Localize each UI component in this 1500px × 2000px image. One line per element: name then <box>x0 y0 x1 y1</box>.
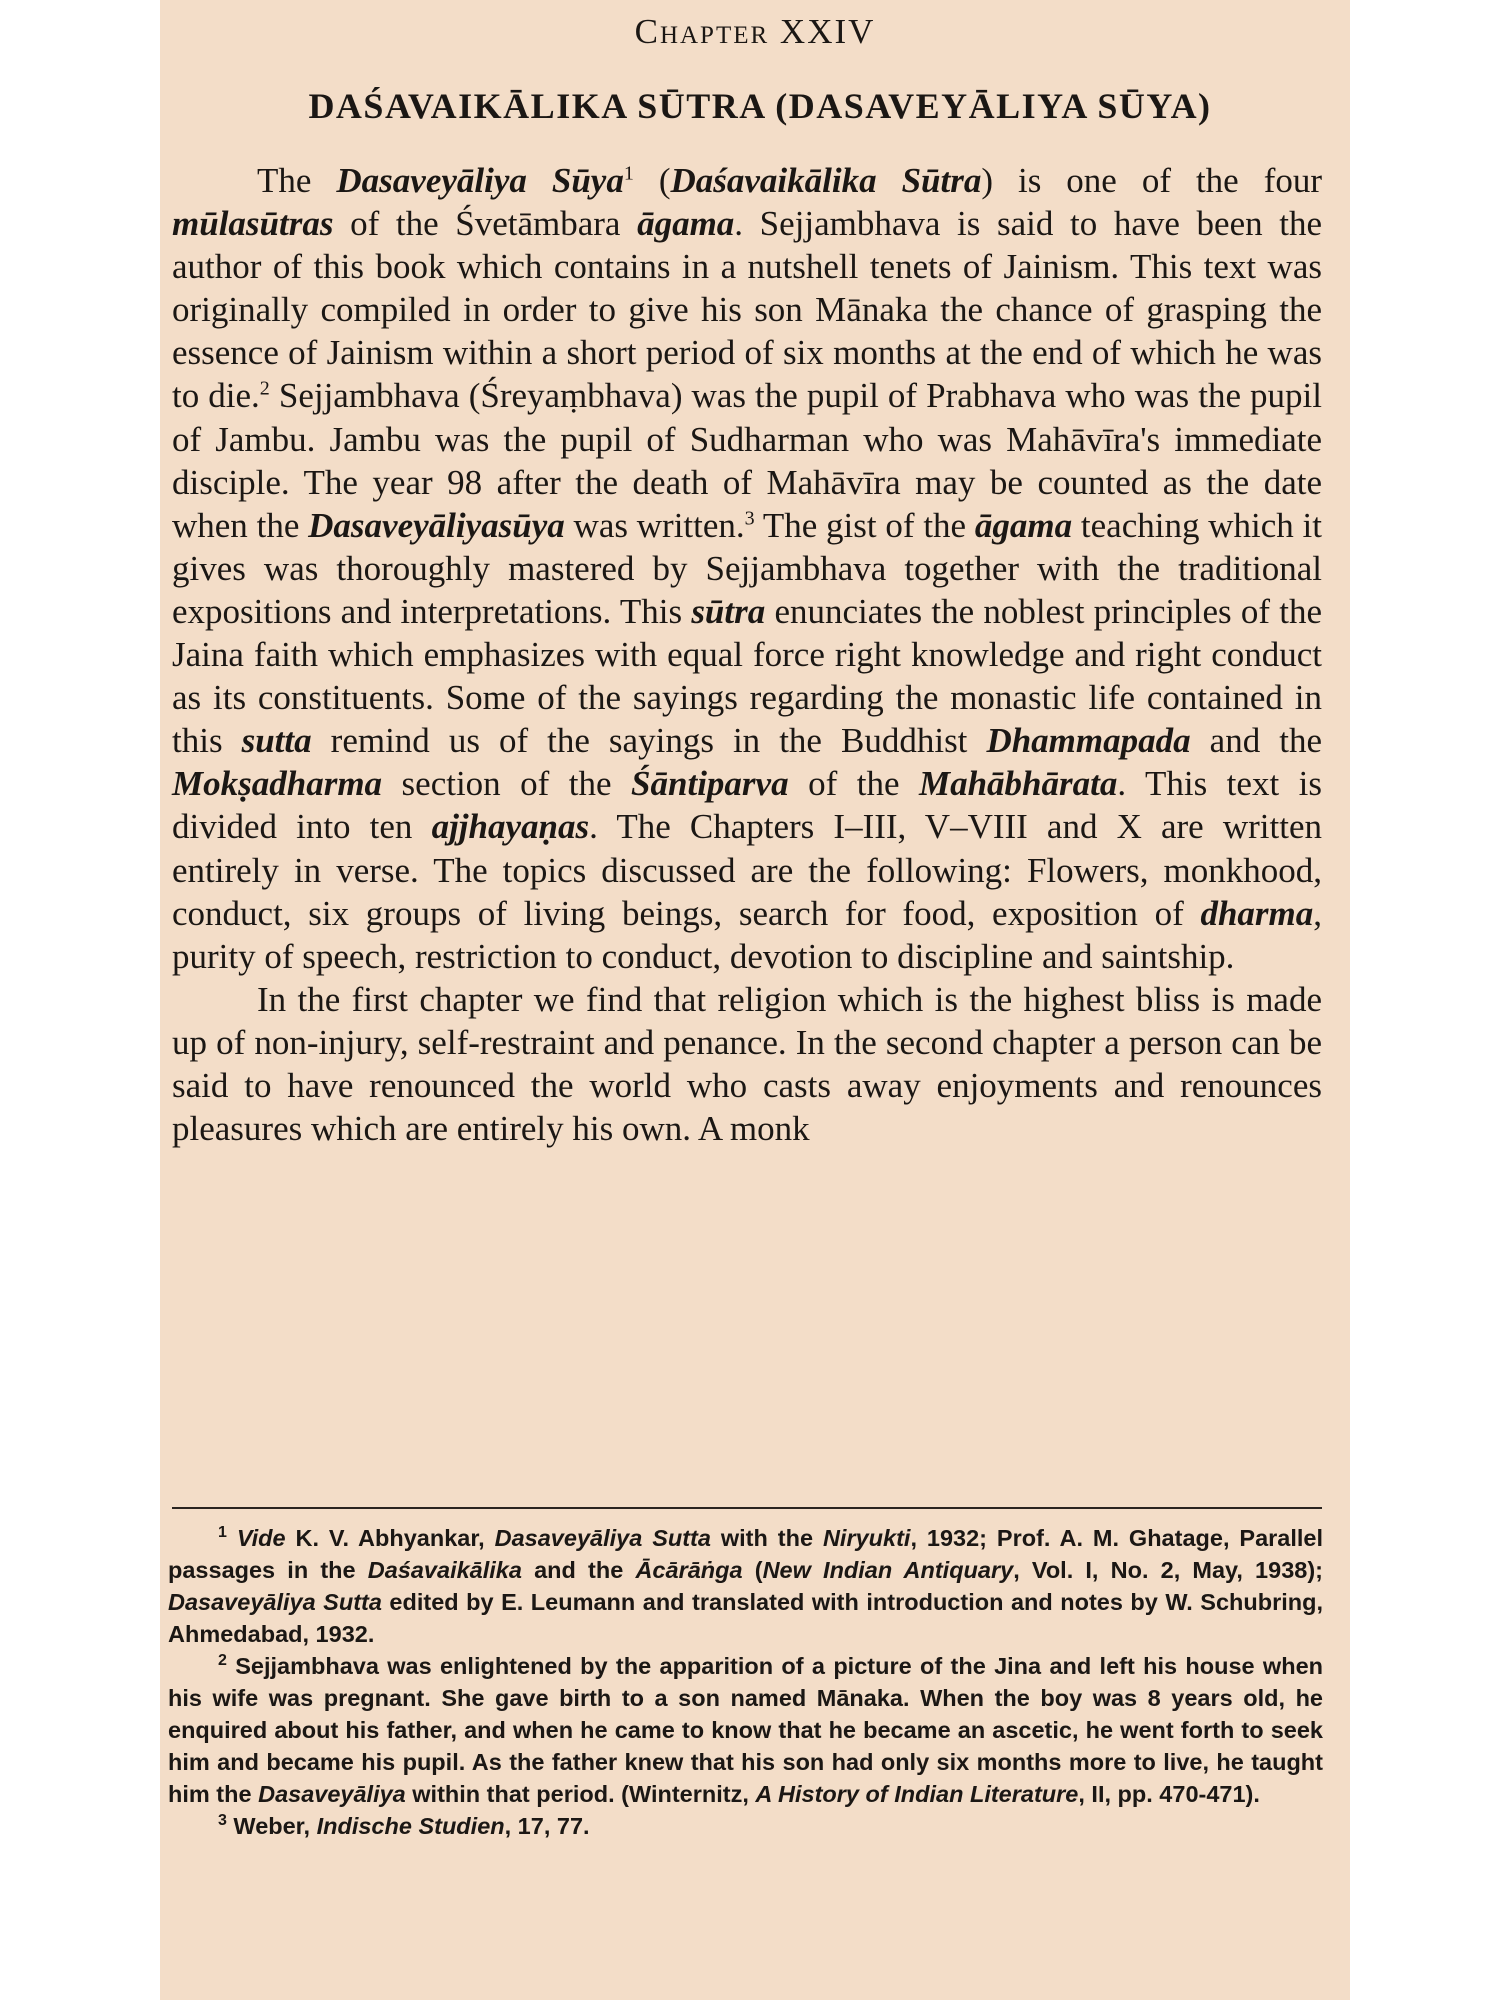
chapter-heading: Chapter XXIV <box>634 12 876 51</box>
footnote-ref-1: 1 <box>623 162 634 185</box>
footnote-2: $^2$ Sejjambhava was enlightened by the apparition of a picture of the Jina and left his house when his wife was pregnant. She gave birth to a son named Mānaka. When the boy was 8 years old, he enquired about his father, and when he came to know that he became an ascetic, he went forth to seek him and became his pupil. As the father knew that his son had only six months more to live, he taught him the Dasaveyāliya within that period. (Winternitz, A History of Indian Literature, II, pp. 470-471). <box>168 1652 1323 1807</box>
footnotes <box>168 1522 1323 1842</box>
footnote-divider <box>172 1507 1322 1509</box>
footnote-3: $^3$ Weber, Indische Studien, 17, 77. <box>218 1812 590 1839</box>
body-text <box>172 159 1322 1150</box>
chapter-title: DAŚAVAIKĀLIKA SŪTRA (DASAVEYĀLIYA SŪYA) <box>308 86 1212 126</box>
footnote-ref-2: 2 <box>259 377 270 400</box>
paragraph-2: In the first chapter we find that religion which is the highest bliss is made up of non-injury, self-restraint and penance. In the second chapter a person can be said to have renounced the world who casts away enjoyments and renounces pleasures which are entirely his own. A monk <box>172 979 1322 1149</box>
footnote-ref-3: 3 <box>744 507 755 530</box>
footnote-1: $^1$ Vide K. V. Abhyankar, Dasaveyāliya Sutta with the Niryukti, 1932; Prof. A. M. Ghatage, Parallel passages in the Daśavaikālika and the Ācārāṅga (New Indian Antiquary, Vol. I, No. 2, May, 1938); Dasaveyāliya Sutta edited by E. Leumann and translated with introduction and notes by W. Schubring, Ahmedabad, 1932. <box>168 1524 1324 1647</box>
paragraph-1: The Dasaveyāliya Sūya$^1$ (Daśavaikālika Sūtra) is one of the four mūlasūtras of the Śvetāmbara āgama. Sejjambhava is said to have been the author of this book which contains in a nutshell tenets of Jainism. This text was originally compiled in order to give his son Mānaka the chance of grasping the essence of Jainism within a short period of six months at the end of which he was to die.$^2$ Sejjambhava (Śreyaṃbhava) was the pupil of Prabhava who was the pupil of Jambu. Jambu was the pupil of Sudharman who was Mahāvīra's immediate disciple. The year 98 after the death of Mahāvīra may be counted as the date when the Dasaveyāliyasūya was written.$^3$ The gist of the āgama teaching which it gives was thoroughly mastered by Sejjambhava together with the traditional expositions and interpretations. This sūtra enunciates the noblest principles of the Jaina faith which emphasizes with equal force right knowledge and right conduct as its constituents. Some of the sayings regarding the monastic life contained in this sutta remind us of the sayings in the Buddhist Dhammapada and the Mokṣadharma section of the Śāntiparva of the Mahābhārata. This text is divided into ten ajjhayaṇas. The Chapters I–III, V–VIII and X are written entirely in verse. The topics discussed are the following: Flowers, monkhood, conduct, six groups of living beings, search for food, exposition of dharma, purity of speech, restriction to conduct, devotion to discipline and saintship. <box>172 161 1323 976</box>
book-page <box>160 0 1350 2000</box>
